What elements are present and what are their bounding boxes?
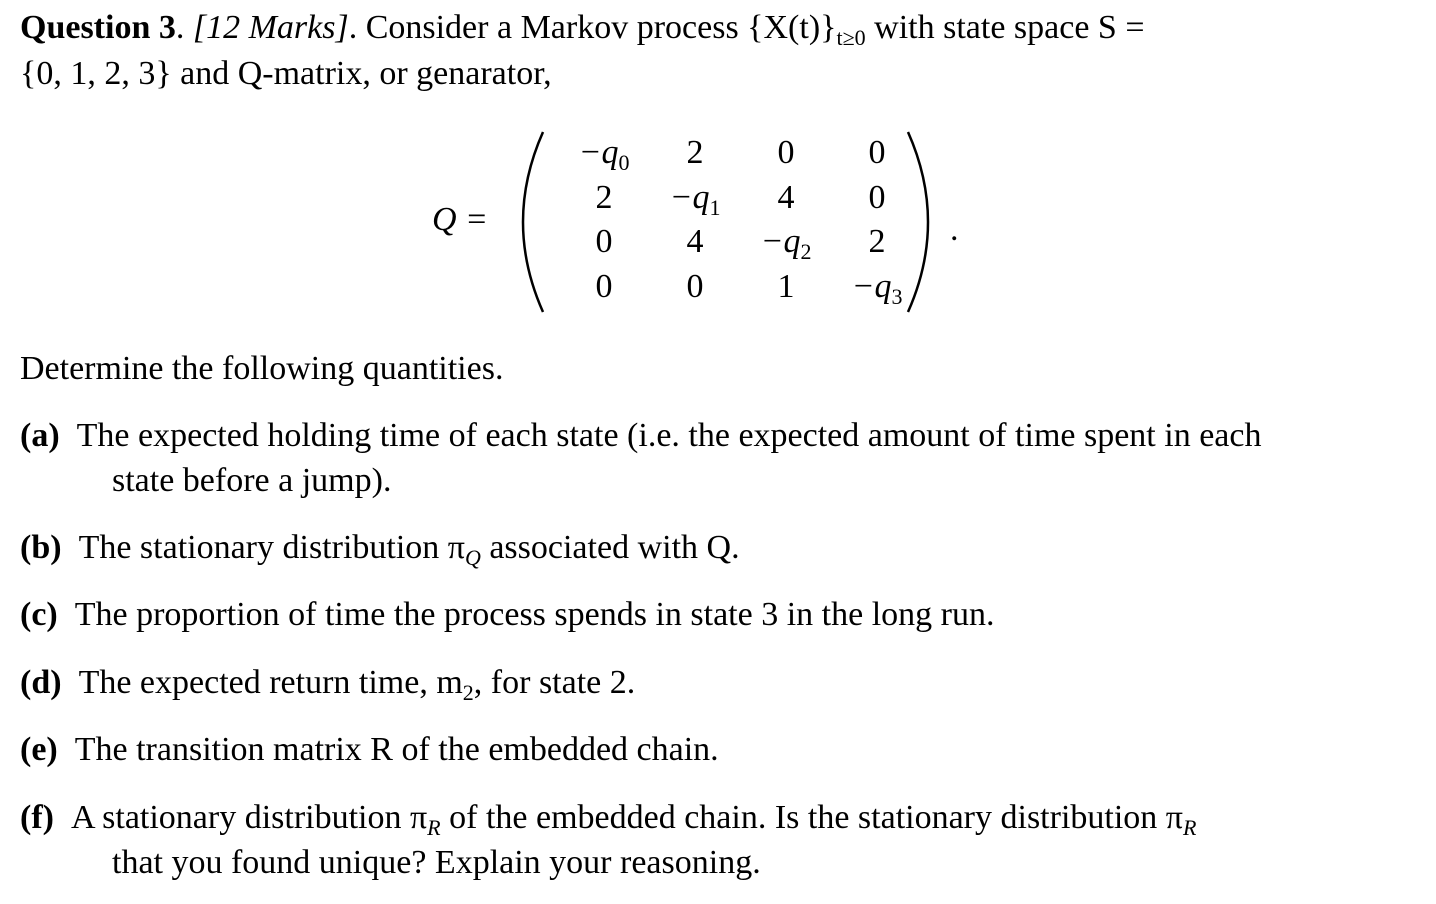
matrix-cell-value: −q bbox=[851, 268, 892, 305]
part-f-line1 bbox=[20, 798, 1196, 838]
part-b-pre: The stationary distribution π bbox=[78, 529, 465, 566]
part-e bbox=[20, 730, 719, 770]
matrix-cell-r3-c3 bbox=[832, 267, 922, 307]
intro-text-a: . Consider a Markov process {X(t)} bbox=[348, 9, 837, 46]
matrix-cell-r1-c0 bbox=[559, 178, 649, 218]
matrix-cell-r1-c1 bbox=[650, 178, 740, 218]
intro-subscript: t≥0 bbox=[836, 25, 866, 50]
part-f-sub2: R bbox=[1182, 815, 1197, 840]
marks-label: [12 Marks] bbox=[192, 9, 349, 46]
part-a-text1: The expected holding time of each state (i.e. the expected amount of time spent in each bbox=[76, 417, 1262, 454]
part-f-label: (f) bbox=[20, 799, 54, 836]
matrix-cell-value: 0 bbox=[595, 268, 613, 305]
part-b-post: associated with Q. bbox=[480, 529, 740, 566]
part-c bbox=[20, 595, 994, 635]
part-f-sub1: R bbox=[427, 815, 441, 840]
matrix-cell-value: −q bbox=[669, 179, 710, 216]
matrix-cell-r3-c2 bbox=[741, 267, 831, 307]
left-parenthesis bbox=[523, 132, 543, 312]
question-label: Question 3 bbox=[20, 9, 176, 46]
matrix-cell-value: −q bbox=[578, 134, 619, 171]
matrix-cell-subscript: 3 bbox=[891, 284, 903, 309]
question-header-line2: {0, 1, 2, 3} and Q-matrix, or genarator, bbox=[20, 55, 552, 92]
part-f-pre: A stationary distribution π bbox=[70, 799, 428, 836]
matrix-cell-r2-c2 bbox=[741, 222, 831, 262]
part-d-sub: 2 bbox=[462, 680, 474, 705]
matrix-cell-r0-c2 bbox=[741, 133, 831, 173]
part-a-line1 bbox=[20, 416, 1261, 456]
matrix-cell-value: 4 bbox=[686, 223, 704, 260]
matrix-cell-value: 1 bbox=[777, 268, 795, 305]
matrix-label: Q = bbox=[432, 201, 488, 238]
matrix-cell-r2-c3 bbox=[832, 222, 922, 262]
part-d bbox=[20, 663, 635, 703]
part-b-label: (b) bbox=[20, 529, 62, 566]
matrix-cell-r2-c0 bbox=[559, 222, 649, 262]
matrix-cell-value: 4 bbox=[777, 179, 795, 216]
part-d-post: , for state 2. bbox=[473, 664, 636, 701]
matrix-cell-value: 2 bbox=[686, 134, 704, 171]
part-f-mid: of the embedded chain. Is the stationary distribution π bbox=[440, 799, 1183, 836]
part-a-label: (a) bbox=[20, 417, 60, 454]
matrix-cell-value: 2 bbox=[595, 179, 613, 216]
matrix-cell-r2-c1 bbox=[650, 222, 740, 262]
matrix-cell-value: 0 bbox=[868, 134, 886, 171]
matrix-cell-value: −q bbox=[760, 223, 801, 260]
part-b bbox=[20, 528, 740, 568]
matrix-cell-r1-c3 bbox=[832, 178, 922, 218]
matrix-cell-value: 0 bbox=[777, 134, 795, 171]
matrix-cell-subscript: 1 bbox=[709, 195, 721, 220]
part-c-text: The proportion of time the process spends in state 3 in the long run. bbox=[74, 596, 995, 633]
marks-separator: . bbox=[175, 9, 193, 46]
part-e-text: The transition matrix R of the embedded chain. bbox=[74, 731, 719, 768]
intro-text-b: with state space S = bbox=[865, 9, 1145, 46]
matrix-trailing-period: . bbox=[950, 211, 959, 248]
matrix-cell-value: 0 bbox=[686, 268, 704, 305]
part-d-pre: The expected return time, m bbox=[78, 664, 463, 701]
matrix-cell-r3-c1 bbox=[650, 267, 740, 307]
determine-prompt: Determine the following quantities. bbox=[20, 350, 504, 387]
part-b-sub: Q bbox=[464, 545, 481, 570]
part-e-label: (e) bbox=[20, 731, 58, 768]
matrix-cell-subscript: 0 bbox=[618, 150, 630, 175]
matrix-cell-value: 0 bbox=[868, 179, 886, 216]
part-f-line2: that you found unique? Explain your reasoning. bbox=[112, 844, 761, 881]
part-c-label: (c) bbox=[20, 596, 58, 633]
matrix-cell-r0-c3 bbox=[832, 133, 922, 173]
matrix-cell-r0-c1 bbox=[650, 133, 740, 173]
matrix-cell-value: 0 bbox=[595, 223, 613, 260]
part-a-line2: state before a jump). bbox=[112, 462, 392, 499]
part-d-label: (d) bbox=[20, 664, 62, 701]
matrix-cell-subscript: 2 bbox=[800, 239, 812, 264]
matrix-cell-r0-c0 bbox=[559, 133, 649, 173]
matrix-cell-r1-c2 bbox=[741, 178, 831, 218]
matrix-cell-r3-c0 bbox=[559, 267, 649, 307]
matrix-cell-value: 2 bbox=[868, 223, 886, 260]
